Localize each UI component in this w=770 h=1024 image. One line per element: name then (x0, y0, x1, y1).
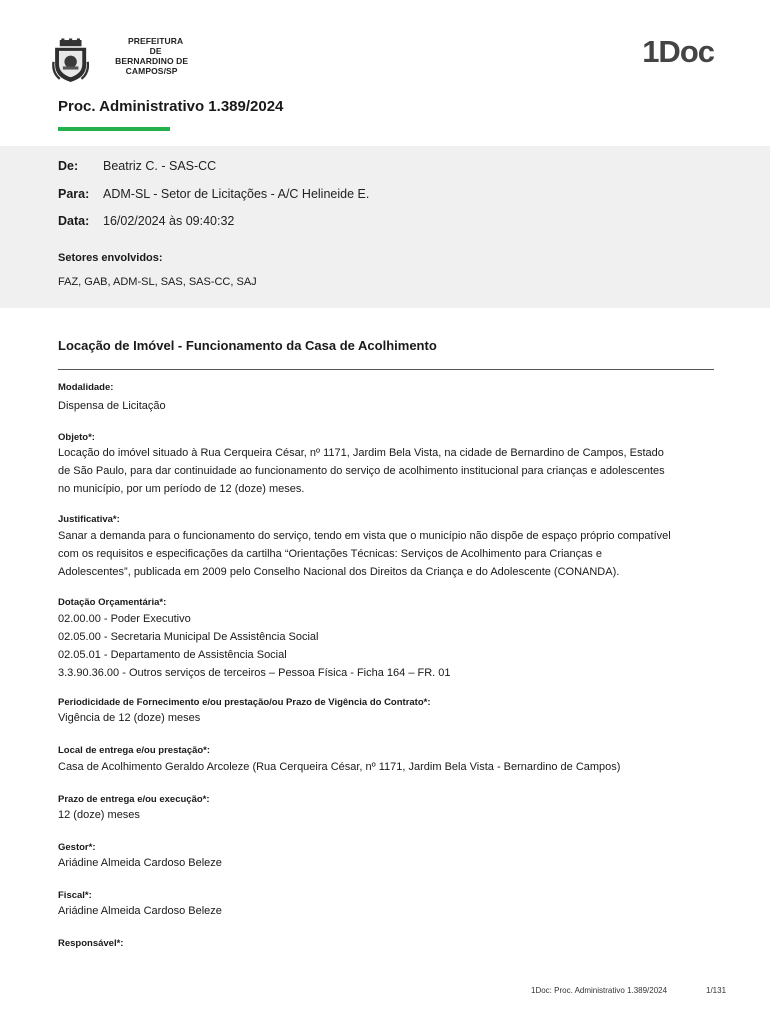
section-divider (58, 369, 714, 370)
field-label-fiscal: Fiscal*: (58, 890, 92, 901)
meta-row-de (58, 159, 216, 173)
brand-logo: 1Doc (642, 34, 714, 69)
field-value-justificativa (58, 527, 718, 581)
field-line: Sanar a demanda para o funcionamento do serviço, tendo em vista que o município não dispõe de espaço próprio compatível (58, 530, 671, 542)
de-label: De: (58, 159, 79, 173)
logo-line-1: PREFEITURA (127, 36, 184, 46)
field-value-prazo (58, 806, 718, 824)
field-value-periodicidade (58, 709, 718, 727)
setores-value: FAZ, GAB, ADM-SL, SAS, SAS-CC, SAJ (58, 276, 257, 288)
field-value-local (58, 758, 718, 776)
page-title: Proc. Administrativo 1.389/2024 (58, 98, 284, 115)
field-line: com os requisitos e especificações da cartilha “Orientações Técnicas: Serviços de Acolhimento para Crianças e (58, 548, 602, 560)
field-label-periodicidade: Periodicidade de Fornecimento e/ou prestação/ou Prazo de Vigência do Contrato*: (58, 697, 431, 708)
field-label-prazo: Prazo de entrega e/ou execução*: (58, 794, 210, 805)
field-line: 02.00.00 - Poder Executivo (58, 613, 191, 625)
data-label: Data: (58, 214, 90, 228)
field-value-dotacao (58, 610, 718, 682)
field-line: Dispensa de Licitação (58, 400, 166, 412)
document-header (0, 0, 770, 145)
city-crest-icon (52, 32, 89, 90)
field-line: 02.05.00 - Secretaria Municipal De Assistência Social (58, 631, 319, 643)
logo-line-3: BERNARDINO DE CAMPOS/SP (115, 56, 189, 76)
para-label: Para: (58, 187, 90, 201)
field-line: Vigência de 12 (doze) meses (58, 712, 201, 724)
setores-label: Setores envolvidos: (58, 252, 163, 264)
meta-row-para (58, 187, 369, 201)
field-line: Adolescentes”, publicada em 2009 pelo Conselho Nacional dos Direitos da Criança e do Adolescente (CONANDA). (58, 566, 620, 578)
field-label-modalidade: Modalidade: (58, 382, 114, 393)
logo-line-2: DE (149, 46, 162, 56)
field-label-objeto: Objeto*: (58, 432, 95, 443)
footer-page-number: 1/131 (706, 986, 727, 995)
field-label-responsavel: Responsável*: (58, 938, 124, 949)
city-logo (52, 30, 202, 92)
para-value: ADM-SL - Setor de Licitações - A/C Helineide E. (103, 187, 370, 201)
subject-heading: Locação de Imóvel - Funcionamento da Casa de Acolhimento (58, 338, 437, 353)
footer-doc-reference: 1Doc: Proc. Administrativo 1.389/2024 (531, 986, 668, 995)
field-value-modalidade (58, 397, 718, 415)
field-line: 02.05.01 - Departamento de Assistência Social (58, 649, 287, 661)
field-line: Ariádine Almeida Cardoso Beleze (58, 857, 222, 869)
field-line: no município, por um período de 12 (doze) meses. (58, 483, 305, 495)
metadata-panel (0, 146, 770, 308)
title-accent-bar (58, 127, 170, 131)
field-label-gestor: Gestor*: (58, 842, 96, 853)
city-logo-text (109, 36, 202, 76)
field-value-fiscal (58, 902, 718, 920)
field-line: Locação do imóvel situado à Rua Cerqueira César, nº 1171, Jardim Bela Vista, na cidade de Bernardino de Campos, Estado (58, 447, 664, 459)
field-line: de São Paulo, para dar continuidade ao funcionamento do serviço de acolhimento institucional para crianças e adolescentes (58, 465, 665, 477)
meta-row-data (58, 214, 234, 228)
field-value-objeto (58, 444, 718, 498)
field-value-gestor (58, 854, 718, 872)
field-line: Casa de Acolhimento Geraldo Arcoleze (Rua Cerqueira César, nº 1171, Jardim Bela Vista - Bernardino de Campos) (58, 761, 621, 773)
de-value: Beatriz C. - SAS-CC (103, 159, 217, 173)
field-line: Ariádine Almeida Cardoso Beleze (58, 905, 222, 917)
field-label-dotacao: Dotação Orçamentária*: (58, 597, 167, 608)
field-label-justificativa: Justificativa*: (58, 514, 120, 525)
data-value: 16/02/2024 às 09:40:32 (103, 214, 235, 228)
field-line: 12 (doze) meses (58, 809, 140, 821)
field-label-local: Local de entrega e/ou prestação*: (58, 745, 211, 756)
field-line: 3.3.90.36.00 - Outros serviços de terceiros – Pessoa Física - Ficha 164 – FR. 01 (58, 667, 451, 679)
